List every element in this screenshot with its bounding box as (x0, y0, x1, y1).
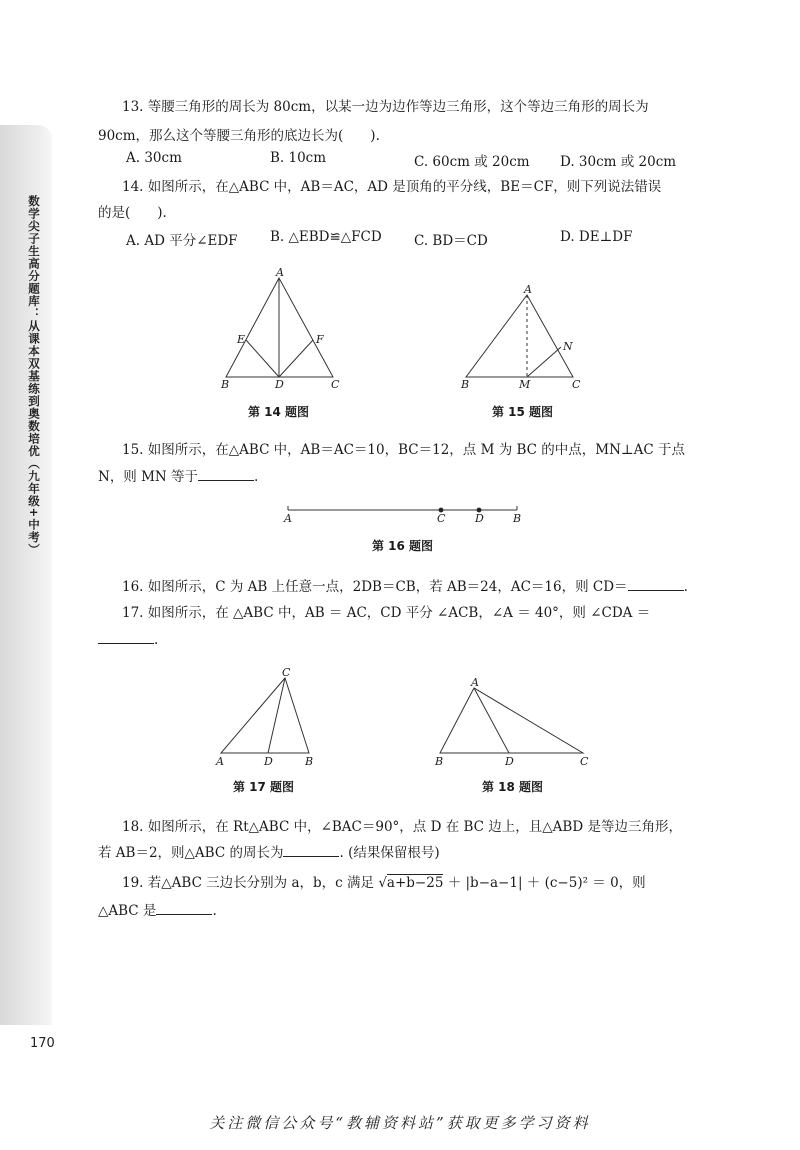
q19-line2-prefix: △ABC 是 (98, 903, 157, 919)
fig15-label-c: C (572, 378, 581, 391)
footer-note: 关注微信公众号“教辅资料站”获取更多学习资料 (209, 1114, 591, 1132)
fig18-triangle (440, 688, 583, 753)
q13-line2: 90cm，那么这个等腰三角形的底边长为( ). (98, 128, 380, 144)
q14-option-c: C. BD＝CD (414, 233, 488, 249)
page-number: 170 (30, 1036, 55, 1051)
q15-line2-suffix: . (254, 469, 259, 485)
q13-option-a: A. 30cm (126, 150, 182, 166)
fig18-label-b: B (435, 755, 444, 768)
q19-line1 (122, 873, 708, 893)
fig16-label-a: A (284, 512, 292, 525)
fig15-label-b: B (461, 378, 470, 391)
q19-sqrt-content: a+b−25 (386, 875, 444, 891)
q15-line2-prefix: N，则 MN 等于 (98, 469, 199, 485)
q14-option-b: B. △EBD≌△FCD (270, 229, 382, 245)
fig18-label-a: A (471, 676, 479, 689)
q13-option-d: D. 30cm 或 20cm (560, 154, 677, 170)
q19-middle: ＋ |b−a−1| ＋ (c−5)² ＝ 0，则 (443, 875, 646, 891)
fig17-label-a: A (216, 755, 224, 768)
q16-prefix: 16. 如图所示，C 为 AB 上任意一点，2DB＝CB，若 AB＝24，AC＝16，则 CD＝ (122, 579, 628, 595)
q19-line2 (98, 901, 708, 921)
fig18-caption: 第 18 题图 (482, 780, 544, 794)
fig16-label-c: C (437, 512, 446, 525)
q18-line2-prefix: 若 AB＝2，则△ABC 的周长为 (98, 845, 284, 861)
fig14-label-f: F (316, 333, 324, 346)
fig14-caption: 第 14 题图 (248, 405, 310, 419)
fig15-label-n: N (563, 340, 573, 353)
q13-line1: 13. 等腰三角形的周长为 80cm，以某一边为边作等边三角形，这个等边三角形的周长为 (122, 99, 649, 115)
fig14-label-e: E (237, 333, 246, 346)
q18-line1: 18. 如图所示，在 Rt△ABC 中，∠BAC＝90°，点 D 在 BC 边上，且△ABD 是等边三角形， (122, 819, 682, 835)
q15-line1: 15. 如图所示，在△ABC 中，AB＝AC＝10，BC＝12，点 M 为 BC 的中点，MN⊥AC 于点 (122, 442, 685, 458)
fig18-label-d: D (505, 755, 514, 768)
fig15-label-m: M (519, 378, 531, 391)
fig16-caption: 第 16 题图 (372, 539, 434, 553)
q18-answer-blank (283, 843, 339, 857)
fig16-label-b: B (513, 512, 522, 525)
book-title-vertical: 数学尖子生高分题库：从课本双基练到奥数培优（九年级+中考） (27, 195, 41, 556)
fig18-label-c: C (580, 755, 589, 768)
q13-option-b: B. 10cm (270, 150, 327, 166)
q17-line2-suffix: . (154, 632, 159, 648)
q14-option-d: D. DE⊥DF (560, 229, 633, 245)
fig14-label-c: C (331, 378, 340, 391)
q16-suffix: . (683, 579, 688, 595)
fig14-label-b: B (221, 378, 230, 391)
fig14-label-d: D (275, 378, 284, 391)
q19-answer-blank (156, 901, 212, 915)
q19-prefix: 19. 若△ABC 三边长分别为 a，b，c 满足 (122, 875, 379, 891)
q14-line2: 的是( ). (98, 205, 167, 221)
fig17-label-b: B (305, 755, 314, 768)
q19-line2-suffix: . (212, 903, 217, 919)
q18-line2-suffix: . (结果保留根号) (339, 845, 440, 861)
fig14-label-a: A (276, 266, 284, 279)
sqrt-icon: √ (378, 875, 387, 891)
fig17-label-c: C (282, 666, 291, 679)
fig15-caption: 第 15 题图 (492, 405, 554, 419)
q13-option-c: C. 60cm 或 20cm (414, 154, 530, 170)
q14-line1: 14. 如图所示，在△ABC 中，AB＝AC，AD 是顶角的平分线，BE＝CF，则下列说法错误 (122, 179, 662, 195)
fig15-label-a: A (524, 283, 532, 296)
fig18-segment-ad (474, 688, 509, 753)
q17-line1: 17. 如图所示，在 △ABC 中，AB ＝ AC，CD 平分 ∠ACB，∠A ＝ 40°，则 ∠CDA ＝ (122, 605, 651, 621)
q14-option-a: A. AD 平分∠EDF (126, 233, 238, 249)
fig17-caption: 第 17 题图 (233, 780, 295, 794)
fig17-label-d: D (264, 755, 273, 768)
fig16-label-d: D (475, 512, 484, 525)
q18-line2 (98, 843, 708, 863)
